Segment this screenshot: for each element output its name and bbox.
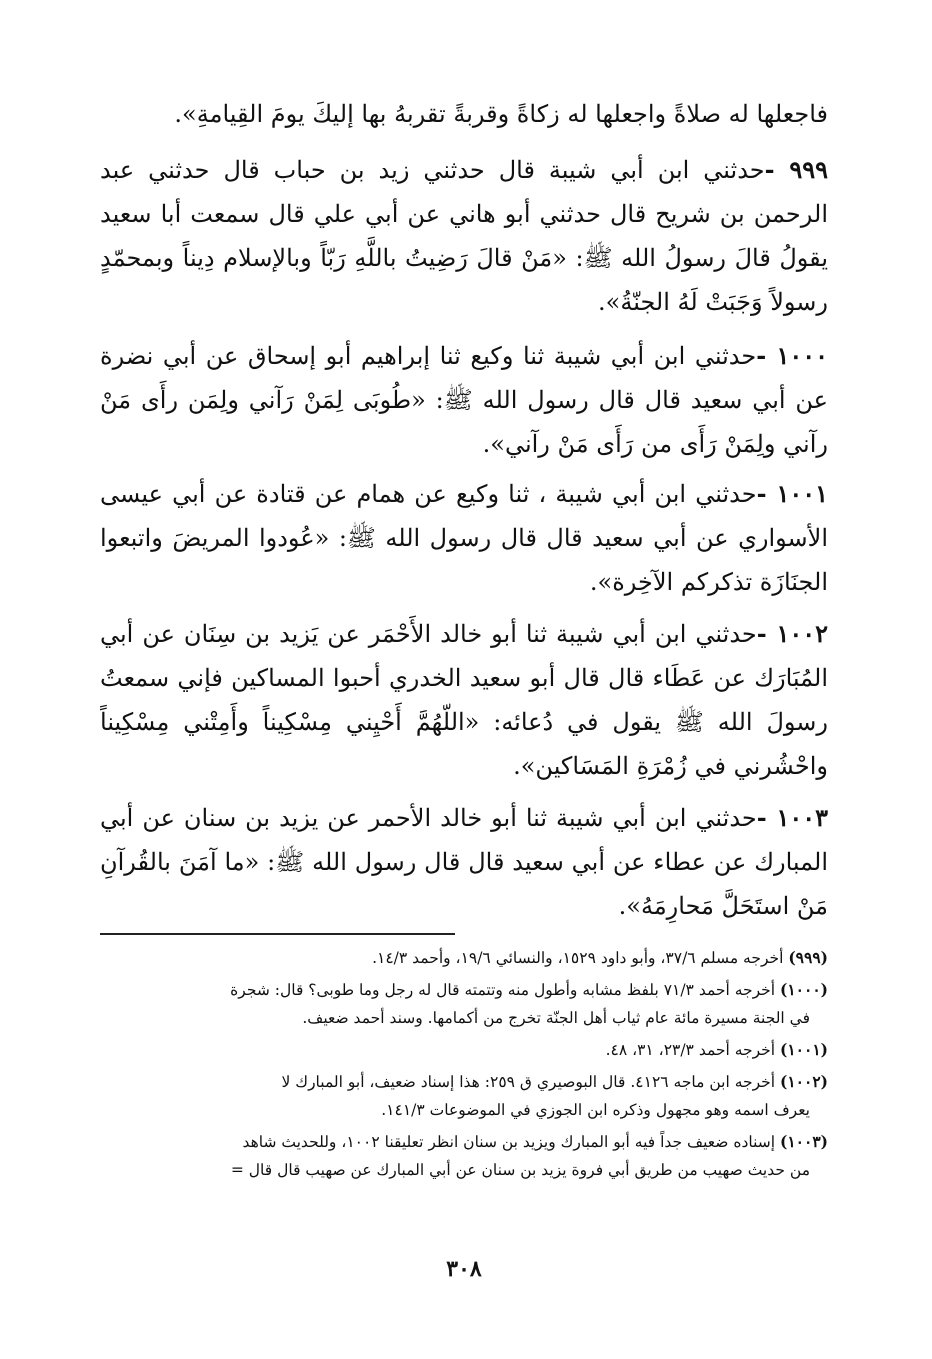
- footnote-ref: (٩٩٩): [788, 948, 828, 967]
- footnote: [100, 1068, 828, 1124]
- hadith-number: ٩٩٩ -: [764, 155, 828, 184]
- footnote-continuation: من حديث صهيب من طريق أبي فروة يزيد بن سنان عن أبي المبارك عن صهيب قال قال =: [230, 1161, 810, 1179]
- footnote-continuation: في الجنة مسيرة مائة عام ثياب أهل الجنّة تخرج من أكمامها. وسند أحمد ضعيف.: [302, 1009, 810, 1027]
- footnote-ref: (١٠٠١): [780, 1040, 828, 1059]
- footnote: [100, 1128, 828, 1184]
- book-page: [100, 0, 828, 1359]
- hadith-number: ١٠٠٠ -: [756, 341, 828, 370]
- hadith-999: [100, 148, 828, 324]
- footnote-ref: (١٠٠٠): [780, 980, 828, 999]
- hadith-1001: [100, 472, 828, 604]
- hadith-1000: [100, 334, 828, 466]
- footnote-ref: (١٠٠٢): [780, 1072, 828, 1091]
- hadith-1003: [100, 796, 828, 928]
- hadith-text: حدثني ابن أبي شيبة ، ثنا وكيع عن همام عن قتادة عن أبي عيسى الأسواري عن أبي سعيد قال قال رسول الله ﷺ: «عُودوا المريضَ واتبعوا الجنَازَة تذكركم الآخِرة».: [100, 480, 828, 596]
- footnote-divider: [100, 933, 455, 935]
- footnote-continuation: يعرف اسمه وهو مجهول وذكره ابن الجوزي في الموضوعات ١٤١/٣.: [381, 1101, 810, 1119]
- footnote: [100, 944, 828, 972]
- footnote-text: أخرجه أحمد ٧١/٣ بلفظ مشابه وأطول منه وتتمته قال له رجل وما طوبى؟ قال: شجرة: [230, 981, 776, 999]
- footnote-text: أخرجه أحمد ٢٣/٣، ٣١، ٤٨.: [605, 1041, 776, 1059]
- opening-line: فاجعلها له صلاةً واجعلها له زكاةً وقربةً تقربهُ بها إليكَ يومَ القِيامةِ».: [174, 100, 828, 128]
- footnote-text: أخرجه مسلم ٣٧/٦، وأبو داود ١٥٢٩، والنسائي ١٩/٦، وأحمد ١٤/٣.: [372, 949, 784, 967]
- hadith-number: ١٠٠٣ -: [756, 803, 828, 832]
- footnote-text: إسناده ضعيف جداً فيه أبو المبارك ويزيد بن سنان انظر تعليقنا ١٠٠٢، وللحديث شاهد: [242, 1133, 776, 1151]
- hadith-text: حدثني ابن أبي شيبة ثنا وكيع ثنا إبراهيم أبو إسحاق عن أبي نضرة عن أبي سعيد قال قال رسول الله ﷺ: «طُوبَى لِمَنْ رَآني ولِمَن رأَى مَنْ رآني ولِمَنْ رَأَى من رَأَى مَنْ رآني».: [100, 342, 828, 458]
- hadith-1002: [100, 612, 828, 788]
- hadith-text: حدثني ابن أبي شيبة ثنا أبو خالد الأحمر عن يزيد بن سنان عن أبي المبارك عن عطاء عن أبي سعيد قال قال رسول الله ﷺ: «ما آمَنَ بالقُرآنِ مَنْ استَحَلَّ مَحارِمَهُ».: [100, 804, 828, 920]
- hadith-text: حدثني ابن أبي شيبة قال حدثني زيد بن حباب قال حدثني عبد الرحمن بن شريح قال حدثني أبو هاني عن أبي علي قال سمعت أبا سعيد يقولُ قالَ رسولُ الله ﷺ: «مَنْ قالَ رَضِيتُ باللَّهِ رَبّاً وبالإسلام دِيناً وبمحمّدٍ رسولاً وَجَبَتْ لَهُ الجنّةُ».: [100, 156, 828, 316]
- page-number: ٣٠٨: [446, 1256, 482, 1282]
- footnote-ref: (١٠٠٣): [780, 1132, 828, 1151]
- hadith-text: حدثني ابن أبي شيبة ثنا أبو خالد الأَحْمَر عن يَزيد بن سِنَان عن أبي المُبَارَك عن عَطَاء قال قال أبو سعيد الخدري أحبوا المساكين فإني سمعتُ رسولَ الله ﷺ يقول في دُعائه: «اللّهُمَّ أَحْيِني مِسْكِيناً وأَمِتْني مِسْكِيناً واحْشُرني في زُمْرَةِ المَسَاكين».: [100, 620, 828, 780]
- hadith-number: ١٠٠١ -: [756, 479, 828, 508]
- footnotes: [100, 944, 828, 1188]
- hadith-number: ١٠٠٢ -: [756, 619, 828, 648]
- footnote: [100, 1036, 828, 1064]
- footnote: [100, 976, 828, 1032]
- footnote-text: أخرجه ابن ماجه ٤١٢٦. قال البوصيري ق ٢٥٩: هذا إسناد ضعيف، أبو المبارك لا: [281, 1073, 776, 1091]
